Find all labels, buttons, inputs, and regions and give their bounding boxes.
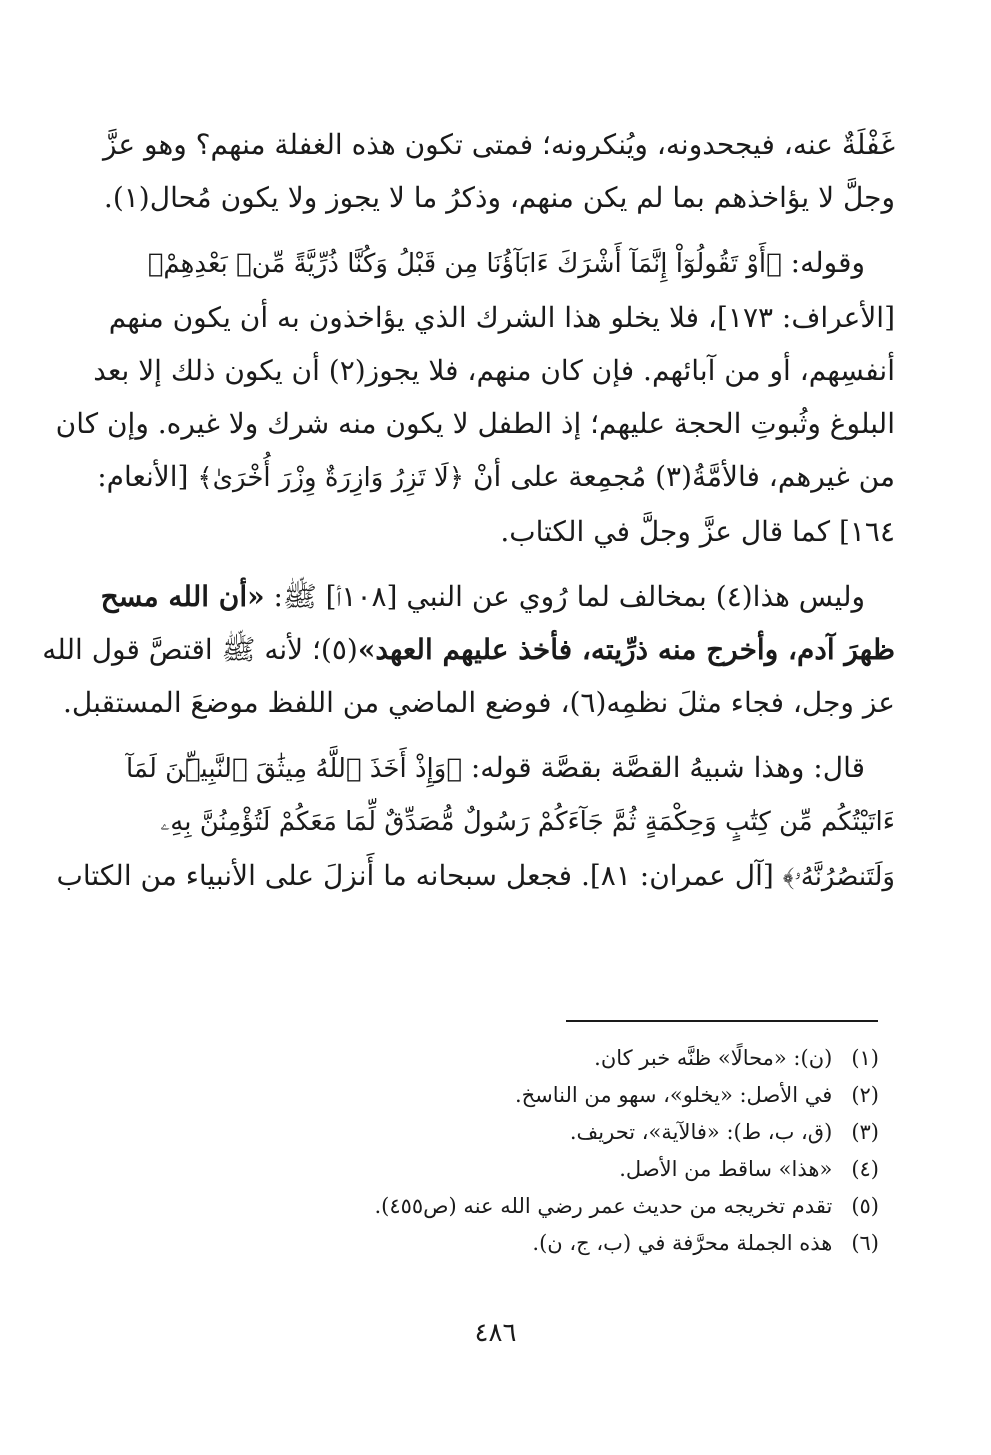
footnotes	[279, 1040, 879, 1262]
text-line: أنفسِهم، أو من آبائهم. فإن كان منهم، فلا يجوز(٢) أن يكون ذلك إلا بعد	[93, 354, 895, 387]
quran-verse: ﴿وَإِذْ أَخَذَ ٱللَّهُ مِيثَٰقَ ٱلنَّبِيِّۧنَ لَمَآ	[125, 754, 462, 784]
page-number: ٤٨٦	[474, 1318, 517, 1348]
footnote-text: «هذا» ساقط من الأصل.	[619, 1157, 833, 1181]
footnote-number: (٢)	[851, 1083, 879, 1107]
main-text	[42, 118, 895, 916]
text-line	[95, 236, 895, 291]
text-line	[56, 849, 895, 904]
footnote-6	[279, 1225, 879, 1262]
quran-verse: ﴿لَا تَزِرُ وَازِرَةٌ وِزْرَ أُخْرَىٰ﴾	[197, 463, 465, 493]
paragraph-2	[55, 236, 895, 558]
quran-verse: ءَاتَيْتُكُم مِّن كِتَٰبٍ وَحِكْمَةٍ ثُمَّ جَآءَكُمْ رَسُولٌ مُّصَدِّقٌ لِّمَا مَعَكُمْ لَتُؤْمِنُنَّ بِهِۦ	[160, 807, 895, 837]
text-segment: [الأنعام:	[97, 460, 198, 493]
paragraph-4	[56, 741, 895, 904]
text-line	[42, 623, 895, 676]
text-line: عز وجل، فجاء مثلَ نظمِه(٦)، فوضع الماضي من اللفظ موضعَ المستقبل.	[62, 686, 895, 719]
text-line	[95, 570, 895, 623]
footnote-3	[279, 1114, 879, 1151]
hadith-text: ظهرَ آدم، وأخرج منه ذرِّيته، فأخذ عليهم العهد»	[357, 633, 895, 666]
footnote-number: (٦)	[851, 1231, 879, 1255]
text-line: وجلَّ لا يؤاخذهم بما لم يكن منهم، وذكرُ ما لا يجوز ولا يكون مُحال(١).	[103, 181, 895, 214]
footnote-4	[279, 1151, 879, 1188]
text-segment: قال: وهذا شبيهُ القصَّة بقصَّة قوله:	[461, 751, 865, 784]
footnote-number: (٣)	[851, 1120, 879, 1144]
footnote-number: (١)	[851, 1046, 879, 1070]
text-line: غَفْلَةٌ عنه، فيجحدونه، ويُنكرونه؛ فمتى تكون هذه الغفلة منهم؟ وهو عزَّ	[102, 128, 895, 161]
text-segment: وليس هذا(٤) بمخالف لما رُوي عن النبي [١٠٨أ] ﷺ:	[264, 580, 865, 613]
paragraph-1	[95, 118, 895, 224]
text-line: البلوغ وثُبوتِ الحجة عليهم؛ إذ الطفل لا يكون منه شرك ولا غيره. وإن كان	[55, 407, 895, 440]
footnote-text: (ق، ب، ط): «فالآية»، تحريف.	[569, 1120, 833, 1144]
paragraph-3	[42, 570, 895, 729]
intro-text: وقوله:	[781, 246, 865, 279]
footnote-text: (ن): «محالًا» ظنَّه خبر كان.	[594, 1046, 833, 1070]
footnote-divider	[566, 1020, 878, 1022]
quran-verse: وَلَتَنصُرُنَّهُۥ﴾	[782, 862, 895, 892]
footnote-number: (٤)	[851, 1157, 879, 1181]
text-line: [الأعراف: ١٧٣]، فلا يخلو هذا الشرك الذي يؤاخذون به أن يكون منهم	[108, 301, 895, 334]
footnote-number: (٥)	[851, 1194, 879, 1218]
text-line	[95, 450, 895, 505]
hadith-text: «أن الله مسح	[100, 580, 265, 613]
text-segment: من غيرهم، فالأمَّةُ(٣) مُجمِعة على أنْ	[464, 460, 895, 493]
text-segment: [آل عمران: ٨١]. فجعل سبحانه ما أَنزلَ على الأنبياء من الكتاب	[56, 859, 783, 892]
footnote-text: في الأصل: «يخلو»، سهو من الناسخ.	[514, 1083, 833, 1107]
quran-verse: ﴿أَوْ تَقُولُوٓاْ إِنَّمَآ أَشْرَكَ ءَابَآؤُنَا مِن قَبْلُ وَكُنَّا ذُرِّيَّةً مِّنۢ بَعْدِهِمْ﴾	[147, 249, 782, 279]
footnote-text: تقدم تخريجه من حديث عمر رضي الله عنه (ص٤٥٥).	[374, 1194, 833, 1218]
text-line	[95, 741, 895, 796]
text-segment: (٥)؛ لأنه ﷺ اقتصَّ قول الله	[42, 633, 358, 666]
footnote-5	[279, 1188, 879, 1225]
footnote-2	[279, 1077, 879, 1114]
text-line: ١٦٤] كما قال عزَّ وجلَّ في الكتاب.	[500, 515, 895, 548]
footnote-1	[279, 1040, 879, 1077]
footnote-text: هذه الجملة محرَّفة في (ب، ج، ن).	[532, 1231, 833, 1255]
